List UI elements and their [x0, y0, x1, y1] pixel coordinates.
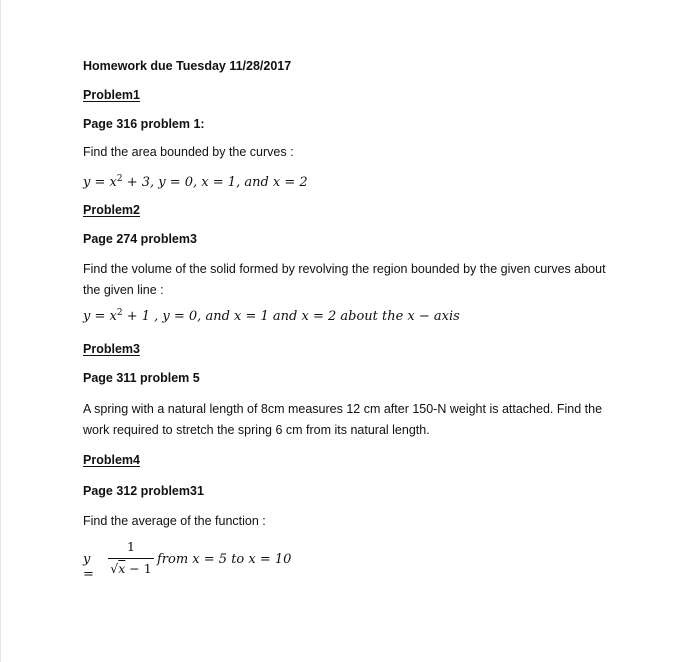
problem2-equation-exponent: 2	[116, 308, 123, 318]
document-title: Homework due Tuesday 11/28/2017	[83, 59, 292, 73]
problem1-page-ref: Page 316 problem 1:	[83, 117, 205, 131]
fraction	[108, 539, 154, 577]
problem4-page-ref: Page 312 problem31	[83, 484, 204, 498]
sqrt-sign: √	[110, 561, 119, 576]
fraction-bar	[108, 558, 154, 559]
problem2-heading: Problem2	[83, 203, 140, 217]
problem1-equation-exponent: 2	[116, 174, 123, 184]
page-edge	[0, 0, 1, 662]
fraction-denominator	[108, 561, 154, 577]
denominator-rest: − 1	[125, 561, 152, 576]
problem1-equation-rhs: + 3, y = 0, x = 1, and x = 2	[122, 175, 308, 190]
problem4-heading: Problem4	[83, 453, 140, 467]
problem3-page-ref: Page 311 problem 5	[83, 371, 200, 385]
problem2-page-ref: Page 274 problem3	[83, 232, 197, 246]
fraction-numerator: 1	[127, 539, 135, 554]
problem2-equation-rhs: + 1 , y = 0, and x = 1 and x = 2 about the x − axis	[122, 309, 460, 324]
problem1-equation	[83, 175, 308, 191]
problem3-prompt: A spring with a natural length of 8cm measures 12 cm after 150-N weight is attached. Find the work required to stretch the spring 6 cm from its natural length.	[83, 402, 603, 437]
problem4-equation-lhs: y =	[83, 552, 94, 582]
problem3-heading: Problem3	[83, 342, 140, 356]
problem1-heading: Problem1	[83, 88, 140, 102]
problem1-prompt: Find the area bounded by the curves :	[83, 145, 294, 159]
problem2-equation-lhs: y = x	[83, 309, 117, 324]
problem2-equation	[83, 309, 460, 325]
problem4-prompt: Find the average of the function :	[83, 514, 266, 528]
sqrt-radicand: x	[118, 561, 126, 576]
problem4-equation-rhs: from x = 5 to x = 10	[157, 552, 292, 567]
problem2-prompt: Find the volume of the solid formed by revolving the region bounded by the given curves about the given line :	[83, 262, 606, 297]
problem1-equation-lhs: y = x	[83, 175, 117, 190]
